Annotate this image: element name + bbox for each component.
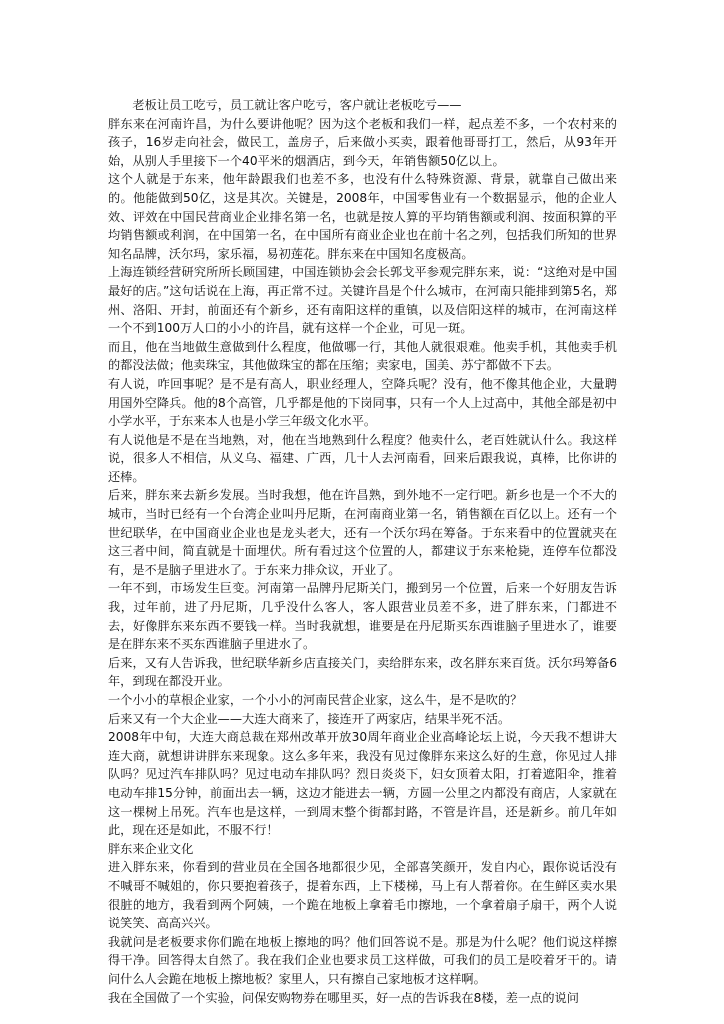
paragraph: 进入胖东来，你看到的营业员在全国各地都很少见，全部喜笑颜开，发自内心，跟你说话没有不喊哥不喊姐的，你只要抱着孩子，提着东西，上下楼梯，马上有人帮着你。在生鲜区卖水果很脏的地方，我看到两个阿姨，一个跪在地板上拿着毛巾擦地，一个拿着扇子扇干，两个人说说笑笑、高高兴兴。 — [108, 860, 617, 931]
section-heading: 胖东来企业文化 — [108, 841, 194, 856]
paragraph: 后来，又有人告诉我，世纪联华新乡店直接关门，卖给胖东来，改名胖东来百货。沃尔玛筹备6年，到现在都没开业。 — [108, 655, 617, 689]
paragraph: 我就问是老板要求你们跪在地板上擦地的吗？他们回答说不是。那是为什么呢？他们说这样擦得干净。回答得太自然了。我在我们企业也要求员工这样做，可我们的员工是咬着牙干的。请问什么人会跪在地板上擦地板？家里人，只有擦自己家地板才这样啊。 — [108, 934, 617, 986]
paragraph: 有人说他是不是在当地熟，对，他在当地熟到什么程度？他卖什么，老百姓就认什么。我这样说，很多人不相信，从义乌、福建、广西，几十人去河南看，回来后跟我说，真棒，比你讲的还棒。 — [108, 432, 617, 484]
paragraph: 一个小小的草根企业家，一个小小的河南民营企业家，这么牛，是不是吹的？ — [108, 693, 523, 707]
article-heading: 老板让员工吃亏，员工就让客户吃亏，客户就让老板吃亏—— — [132, 98, 462, 112]
paragraph: 这个人就是于东来，他年龄跟我们也差不多，也没有什么特殊资源、背景，就靠自己做出来的。他能做到50亿，这是其次。关键是，2008年，中国零售业有一个数据显示，他的企业人效、评效在中国民营商业企业排名第一名，也就是按人算的平均销售额或利润、按面积算的平均销售额或利润，在中国第一名，在中国所有商业企业也在前十名之列，包括我们所知的世界知名品牌，沃尔玛，家乐福，易初莲花。胖东来在中国知名度极高。 — [108, 172, 617, 261]
paragraph: 一年不到，市场发生巨变。河南第一品牌丹尼斯关门，搬到另一个位置，后来一个好朋友告诉我，过年前，进了丹尼斯，几乎没什么客人，客人跟营业员差不多，进了胖东来，门都进不去，好像胖东来东西不要钱一样。当时我就想，谁要是在丹尼斯买东西谁脑子里进水了，谁要是在胖东来不买东西谁脑子里进水了。 — [108, 581, 617, 652]
paragraph: 我在全国做了一个实验，问保安购物券在哪里买，好一点的告诉我在8楼，差一点的说问 — [108, 990, 579, 1005]
paragraph: 后来又有一个大企业——大连大商来了，接连开了两家店，结果半死不活。 — [108, 711, 511, 726]
paragraph: 有人说，咋回事呢？是不是有高人，职业经理人，空降兵呢？没有，他不像其他企业，大量聘用国外空降兵。他的8个高管，几乎都是他的下岗同事，只有一个人上过高中，其他全部是初中小学水平，于东来本人也是小学三年级文化水平。 — [108, 376, 617, 429]
paragraph: 后来，胖东来去新乡发展。当时我想，他在许昌熟，到外地不一定行吧。新乡也是一个不大的城市，当时已经有一个台湾企业叫丹尼斯，在河南商业第一名，销售额在百亿以上。还有一个世纪联华，在中国商业企业也是龙头老大，还有一个沃尔玛在筹备。于东来看中的位置就夹在这三者中间，简直就是十面埋伏。所有看过这个位置的人，都建议于东来枪毙，连停车位都没有，是不是脑子里进水了。于东来力排众议，开业了。 — [108, 488, 617, 577]
paragraph: 2008年中旬，大连大商总裁在郑州改革开放30周年商业企业高峰论坛上说，今天我不想讲大连大商，就想讲讲胖东来现象。这么多年来，我没有见过像胖东来这么好的生意，你见过人排队吗？见过汽车排队吗？见过电动车排队吗？烈日炎炎下，妇女顶着太阳，打着遮阳伞，推着电动车排15分钟，前面出去一辆，这边才能进去一辆，方圆一公里之内都没有商店，人家就在这一棵树上吊死。汽车也是这样，一到周末整个街都封路，不管是许昌，还是新乡。前几年如此，现在还是如此，不服不行！ — [108, 730, 617, 838]
paragraph: 胖东来在河南许昌，为什么要讲他呢？因为这个老板和我们一样，起点差不多，一个农村来的孩子，16岁走向社会，做民工，盖房子，后来做小买卖，跟着他哥哥打工，然后，从93年开始，从别人手里接下一个40平米的烟酒店，到今天，年销售额50亿以上。 — [108, 116, 617, 168]
paragraph: 上海连锁经营研究所所长顾国建，中国连锁协会会长郭戈平参观完胖东来，说：“这绝对是中国最好的店。”这句话说在上海，再正常不过。关键许昌是个什么城市，在河南只能排到第5名，郑州、洛阳、开封，前面还有个新乡，还有南阳这样的重镇，以及信阳这样的城市，在河南这样一个不到100万人口的小小的许昌，就有这样一个企业，可见一斑。 — [108, 265, 617, 336]
paragraph: 而且，他在当地做生意做到什么程度，他做哪一行，其他人就很艰难。他卖手机，其他卖手机的都没法做；他卖珠宝，其他做珠宝的都在压缩；卖家电，国美、苏宁都做不下去。 — [108, 339, 617, 373]
document-page — [108, 96, 617, 1007]
